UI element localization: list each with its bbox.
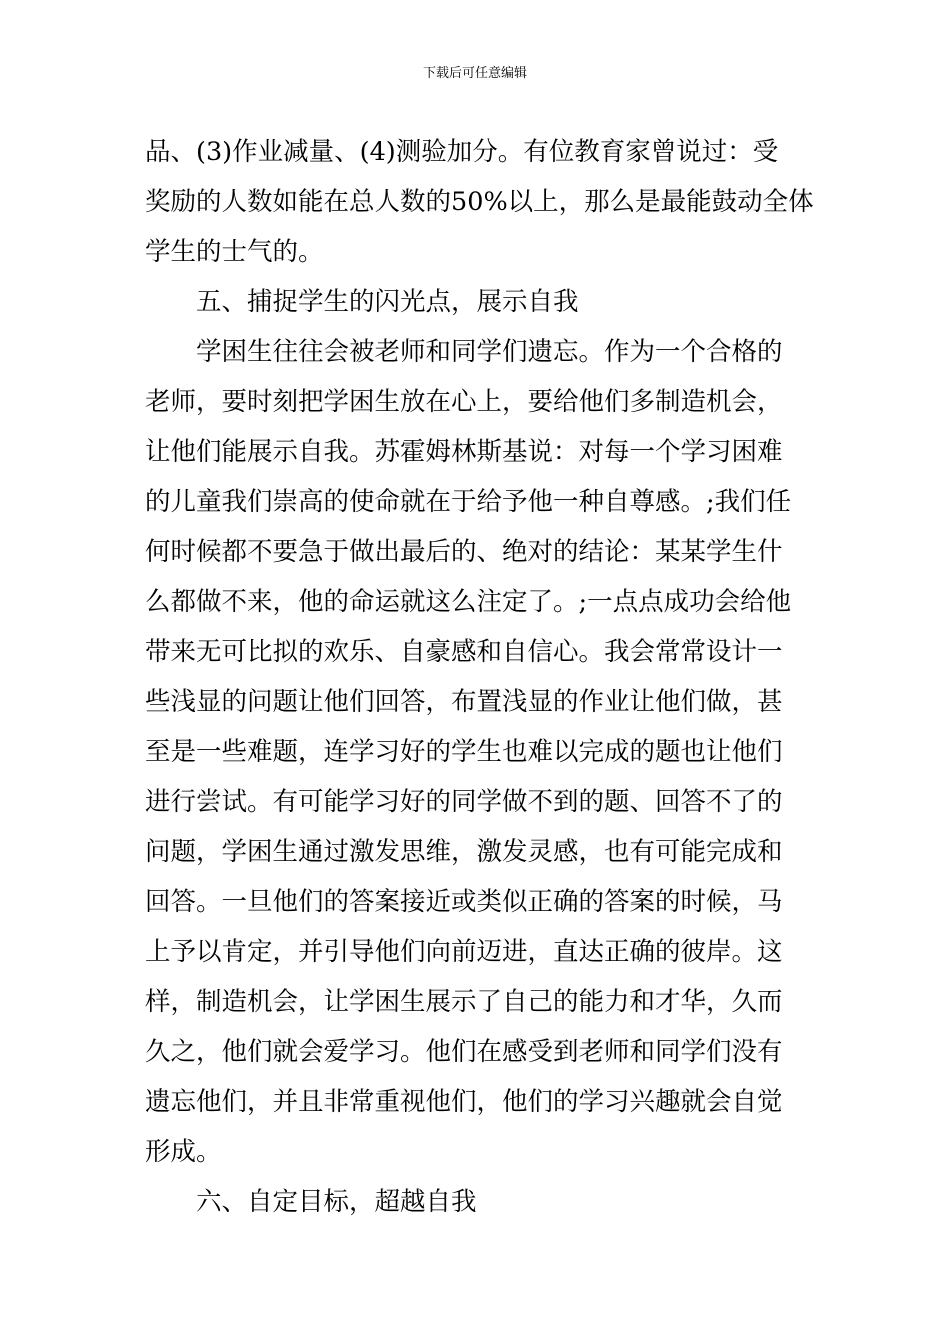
text-line: 问题，学困生通过激发思维，激发灵感，也有可能完成和 bbox=[145, 837, 783, 867]
text-line: 久之，他们就会爱学习。他们在感受到老师和同学们没有 bbox=[145, 1037, 783, 1067]
text-line: 学生的士气的。 bbox=[145, 237, 324, 267]
text-line: 六、自定目标，超越自我 bbox=[196, 1187, 477, 1217]
text-line: 进行尝试。有可能学习好的同学做不到的题、回答不了的 bbox=[145, 787, 783, 817]
text-line: 些浅显的问题让他们回答，布置浅显的作业让他们做，甚 bbox=[145, 687, 783, 717]
text-line: 至是一些难题，连学习好的学生也难以完成的题也让他们 bbox=[145, 737, 783, 767]
text-line: 样，制造机会，让学困生展示了自己的能力和才华，久而 bbox=[145, 987, 783, 1017]
text-line: 学困生往往会被老师和同学们遗忘。作为一个合格的 bbox=[196, 337, 783, 367]
text-line: 品、(3)作业减量、(4)测验加分。有位教育家曾说过：受 bbox=[145, 137, 779, 167]
page-header: 下载后可任意编辑 bbox=[422, 66, 527, 81]
text-line: 奖励的人数如能在总人数的50%以上，那么是最能鼓动全体 bbox=[145, 187, 814, 217]
text-line: 让他们能展示自我。苏霍姆林斯基说：对每一个学习困难 bbox=[145, 437, 783, 467]
text-line: 带来无可比拟的欢乐、自豪感和自信心。我会常常设计一 bbox=[145, 637, 783, 667]
text-line: 遗忘他们，并且非常重视他们，他们的学习兴趣就会自觉 bbox=[145, 1087, 783, 1117]
text-line: 的儿童我们崇高的使命就在于给予他一种自尊感。;我们任 bbox=[145, 487, 792, 517]
text-line: 何时候都不要急于做出最后的、绝对的结论：某某学生什 bbox=[145, 537, 783, 567]
text-line: 老师，要时刻把学困生放在心上，要给他们多制造机会， bbox=[145, 387, 783, 417]
text-line: 五、捕捉学生的闪光点，展示自我 bbox=[196, 287, 579, 317]
text-line: 形成。 bbox=[145, 1137, 222, 1167]
text-line: 回答。一旦他们的答案接近或类似正确的答案的时候，马 bbox=[145, 887, 783, 917]
text-line: 上予以肯定，并引导他们向前迈进，直达正确的彼岸。这 bbox=[145, 937, 783, 967]
text-line: 么都做不来，他的命运就这么注定了。;一点点成功会给他 bbox=[145, 587, 792, 617]
